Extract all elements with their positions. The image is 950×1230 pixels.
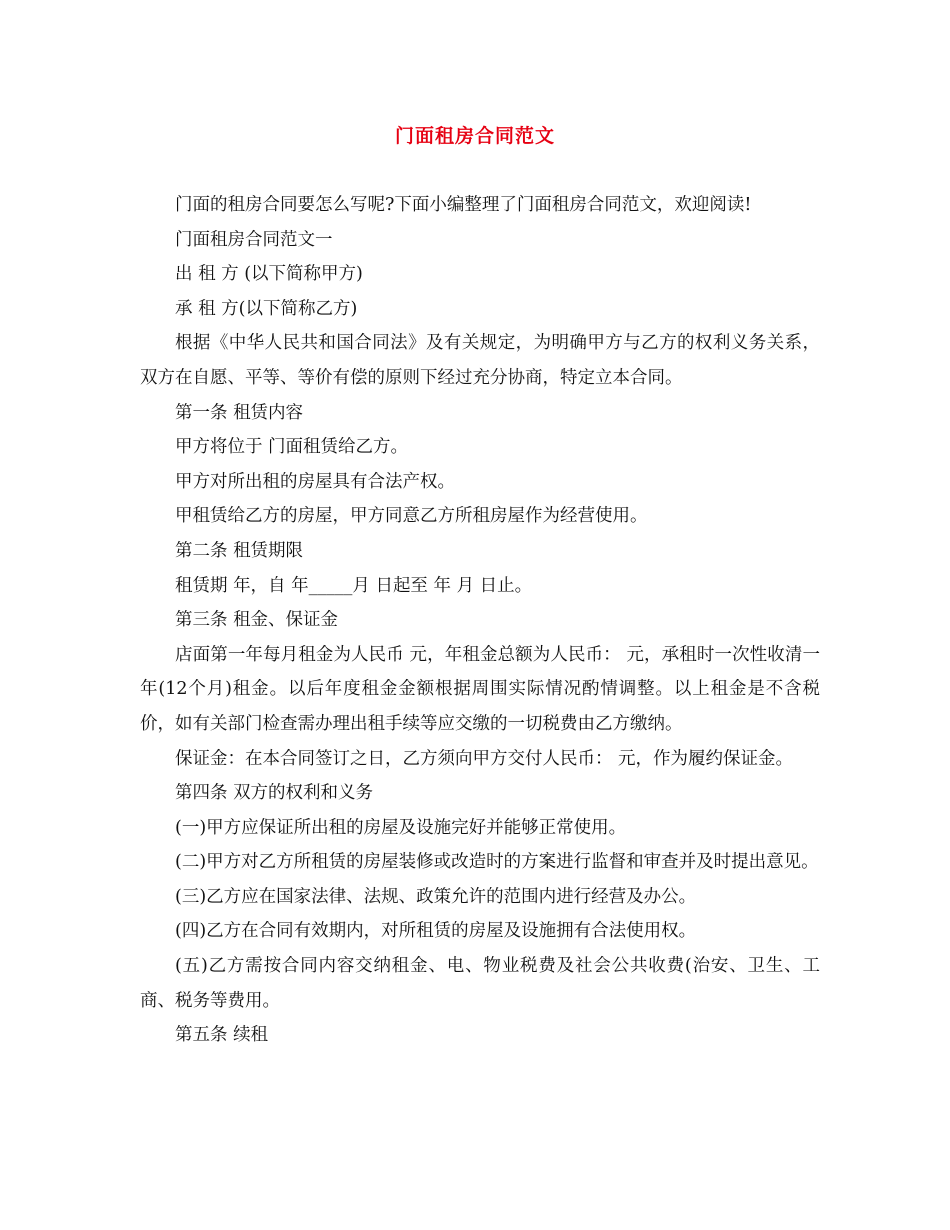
paragraph: 第一条 租赁内容 [175, 402, 304, 423]
paragraph: 第四条 双方的权利和义务 [175, 783, 374, 804]
paragraph: 租赁期 年，自 年_____月 日起至 年 月 日止。 [175, 575, 533, 596]
paragraph: 甲方将位于 门面租赁给乙方。 [175, 437, 409, 458]
document-body [140, 188, 820, 1053]
paragraph: 承 租 方(以下简称乙方) [175, 298, 358, 319]
paragraph: 第二条 租赁期限 [175, 540, 304, 561]
paragraph: 店面第一年每月租金为人民币 元，年租金总额为人民币： 元，承租时一次性收清一年(12个月)租金。以后年度租金金额根据周围实际情况酌情调整。以上租金是不含税价，如有关部门检查需办理出租手续等应交缴的一切税费由乙方缴纳。 [140, 644, 820, 734]
paragraph: (二)甲方对乙方所租赁的房屋装修或改造时的方案进行监督和审查并及时提出意见。 [175, 852, 819, 873]
paragraph: 根据《中华人民共和国合同法》及有关规定，为明确甲方与乙方的权利义务关系，双方在自愿、平等、等价有偿的原则下经过充分协商，特定立本合同。 [140, 333, 820, 388]
paragraph: (五)乙方需按合同内容交纳租金、电、物业税费及社会公共收费(治安、卫生、工商、税务等费用。 [140, 956, 820, 1011]
paragraph: 第三条 租金、保证金 [175, 610, 339, 631]
paragraph: 甲租赁给乙方的房屋，甲方同意乙方所租房屋作为经营使用。 [175, 506, 648, 527]
paragraph: 甲方对所出租的房屋具有合法产权。 [175, 471, 455, 492]
paragraph: 出 租 方 (以下简称甲方) [175, 264, 363, 285]
paragraph: (一)甲方应保证所出租的房屋及设施完好并能够正常使用。 [175, 817, 627, 838]
paragraph: (四)乙方在合同有效期内，对所租赁的房屋及设施拥有合法使用权。 [175, 921, 697, 942]
paragraph: 第五条 续租 [175, 1025, 269, 1046]
paragraph: 门面租房合同范文一 [175, 229, 333, 250]
paragraph: (三)乙方应在国家法律、法规、政策允许的范围内进行经营及办公。 [175, 886, 697, 907]
document-title: 门面租房合同范文 [394, 125, 555, 147]
paragraph: 保证金：在本合同签订之日，乙方须向甲方交付人民币： 元，作为履约保证金。 [175, 748, 794, 769]
paragraph: 门面的租房合同要怎么写呢?下面小编整理了门面租房合同范文，欢迎阅读! [175, 195, 752, 215]
